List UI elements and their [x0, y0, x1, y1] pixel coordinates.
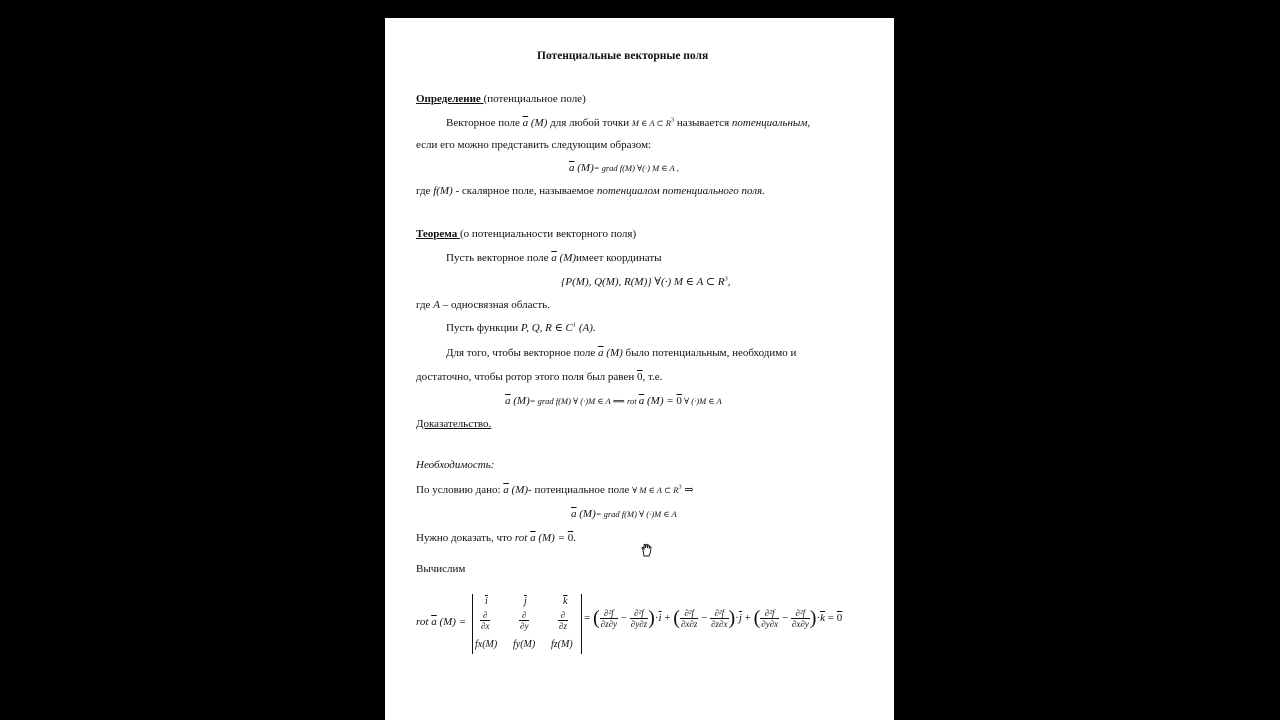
arg: (M) = — [647, 395, 677, 407]
text: – односвязная область. — [439, 299, 550, 311]
arg: (M) — [530, 117, 548, 129]
unit-k: $\overline{k}$ — [820, 612, 826, 625]
partial-den: ∂z — [559, 621, 567, 631]
frac-num: ∂²f — [791, 608, 810, 619]
theorem-equivalence — [505, 395, 722, 407]
partial-num: ∂ — [519, 610, 529, 621]
vector-a: $\overline{a}$ — [571, 508, 577, 520]
det-fx: fx(M) — [475, 639, 498, 650]
exponent: 1 — [572, 321, 577, 329]
partial-num: ∂ — [558, 610, 568, 621]
frac-den: ∂z∂x — [711, 619, 728, 629]
text: , т.е. — [642, 371, 663, 383]
frac-den: ∂y∂z — [630, 619, 648, 629]
text: . — [573, 532, 577, 544]
det-j: $\overline{j}$ — [524, 596, 527, 607]
text: Пусть векторное поле — [446, 252, 552, 264]
determinant-left-bar — [472, 594, 473, 654]
text: (A). — [576, 322, 596, 334]
unit-j: $\overline{j}$ — [738, 612, 742, 625]
vector-a: $\overline{a}$ — [505, 395, 511, 407]
arg: (M) = — [538, 532, 568, 544]
det-fz: fz(M) — [551, 639, 573, 650]
frac-den: ∂x∂z — [680, 619, 698, 629]
definition-line-2: если его можно представить следующим образом: — [416, 139, 652, 151]
hand-cursor-icon — [640, 543, 654, 561]
frac-num: ∂²f — [710, 608, 728, 619]
arg: (M) — [577, 162, 594, 174]
text: было потенциальным, необходимо и — [622, 347, 797, 359]
arg: (M) = — [439, 616, 467, 628]
definition-line-3 — [416, 185, 765, 197]
rot-label: rot — [416, 616, 432, 628]
text: , — [727, 276, 731, 288]
text: - скалярное поле, называемое — [452, 185, 597, 197]
text: Пусть функции — [446, 322, 521, 334]
det-partial-y — [519, 610, 529, 631]
exponent: 3 — [724, 275, 728, 283]
definition-line-1 — [446, 117, 810, 129]
implies-arrow: ⇒ — [681, 484, 694, 496]
zero-vector: 0 — [567, 532, 574, 544]
coords-expr: {P(M), Q(M), R(M)} ∀(·) M ∈ A ⊂ R — [561, 276, 725, 288]
term-potential: потенциальным, — [731, 117, 811, 129]
proof-formula — [571, 508, 677, 520]
vector-a: $\overline{a}$ — [431, 616, 437, 628]
proof-heading: Доказательство. — [416, 418, 492, 430]
theorem-note: (о потенциальности векторного поля) — [459, 228, 637, 240]
theorem-heading-line — [416, 228, 636, 240]
theorem-line-4 — [446, 347, 796, 359]
exponent: 3 — [678, 483, 682, 491]
text: где — [416, 185, 434, 197]
page-title: Потенциальные векторные поля — [537, 50, 709, 62]
formula-rest: = grad f(M) ∀ (·)M ∈ A — [595, 509, 677, 519]
set-expr: M ∈ A ⊂ R — [631, 118, 671, 128]
vector-a: $\overline{a}$ — [638, 395, 645, 407]
zero-vector: 0 — [676, 395, 682, 407]
theorem-coords — [561, 275, 730, 288]
rot-expansion: = ( $\frac{\text{∂²f}}{\partial z\partial y}$ − $\frac{\text{∂²f}}{\partial y\partial z}$ )$\cdot\overline{i}$ + ( $\frac{\text{∂²f}}{\partial x\partial z}$ − $\frac{\text{∂²f}}{\partial z\partial x}$ )$\cdot\overline{j}$ + ( $\frac{\text{∂²f}}{\partial y\partial x}$ − $\frac{\text{∂²f}}{\partial x\partial y}$ )$\cdot\overline{k} = 0$ — [584, 607, 843, 629]
rot-label: rot — [514, 532, 531, 544]
vector-a: $\overline{a}$ — [551, 252, 557, 264]
text: имеет координаты — [576, 252, 662, 264]
text: - потенциальное поле — [528, 484, 633, 496]
text: называется — [674, 117, 732, 129]
theorem-line-1 — [446, 252, 662, 264]
arg: (M) — [511, 484, 529, 496]
zero-vector: 0 — [836, 612, 843, 625]
set-expr: ∀ M ∈ A ⊂ R — [632, 485, 679, 495]
partial-den: ∂y — [520, 621, 529, 631]
det-partial-z — [558, 610, 568, 631]
partial-den: ∂x — [481, 621, 490, 631]
definition-note: (потенциальное поле) — [483, 93, 586, 105]
determinant-right-bar — [581, 594, 582, 654]
theorem-line-3 — [446, 321, 596, 334]
partial-num: ∂ — [480, 610, 490, 621]
formula-end: ∀ (·)M ∈ A — [681, 396, 722, 406]
text: достаточно, чтобы ротор этого поля был равен — [416, 371, 637, 383]
vector-a: $\overline{a}$ — [522, 117, 529, 129]
class-expr: P, Q, R ∈ C — [520, 322, 573, 334]
vector-a: $\overline{a}$ — [503, 484, 509, 496]
arg: (M) — [513, 395, 530, 407]
arg: (M) — [579, 508, 596, 520]
rot-lhs — [416, 616, 466, 628]
formula-mid: = grad f(M) ∀ (·)M ∈ A ⟺ rot — [529, 396, 639, 406]
vector-a: $\overline{a}$ — [598, 347, 604, 359]
frac-den: ∂z∂y — [600, 619, 618, 629]
definition-heading: Определение — [416, 93, 484, 105]
scalar-f: f(M) — [433, 185, 453, 197]
text: для любой точки — [547, 117, 632, 129]
frac-num: ∂²f — [630, 608, 648, 619]
frac-num: ∂²f — [600, 608, 618, 619]
definition-heading-line — [416, 93, 586, 105]
vector-a: $\overline{a}$ — [530, 532, 536, 544]
document-page — [385, 18, 894, 720]
necessity-heading: Необходимость: — [416, 459, 495, 471]
text: где — [416, 299, 434, 311]
text: Нужно доказать, что — [416, 532, 515, 544]
unit-i: $\overline{i}$ — [658, 612, 662, 625]
calc-label: Вычислим — [416, 563, 466, 575]
zero-vector: 0 — [636, 371, 643, 383]
theorem-heading: Теорема — [416, 228, 460, 240]
frac-num: ∂²f — [680, 608, 698, 619]
definition-formula — [569, 162, 679, 174]
det-partial-x — [480, 610, 490, 631]
text: По условию дано: — [416, 484, 504, 496]
exponent: 3 — [670, 116, 675, 124]
det-k: $\overline{k}$ — [563, 596, 568, 607]
frac-den: ∂x∂y — [791, 619, 809, 629]
theorem-line-2 — [416, 299, 550, 311]
frac-den: ∂y∂x — [761, 619, 779, 629]
proof-line-1 — [416, 483, 694, 496]
det-fy: fy(M) — [513, 639, 536, 650]
theorem-line-5 — [416, 371, 662, 383]
text: Векторное поле — [446, 117, 523, 129]
arg: (M) — [606, 347, 623, 359]
proof-line-2 — [416, 532, 576, 544]
det-i: $\overline{i}$ — [485, 596, 488, 607]
formula-rest: = grad f(M) ∀(·) M ∈ A , — [593, 163, 679, 173]
domain-A: A — [433, 299, 440, 311]
text: Для того, чтобы векторное поле — [446, 347, 599, 359]
arg: (M) — [559, 252, 577, 264]
term-potential-of-field: потенциалом потенциального поля. — [596, 185, 765, 197]
vector-a: $\overline{a}$ — [569, 162, 575, 174]
frac-num: ∂²f — [760, 608, 779, 619]
